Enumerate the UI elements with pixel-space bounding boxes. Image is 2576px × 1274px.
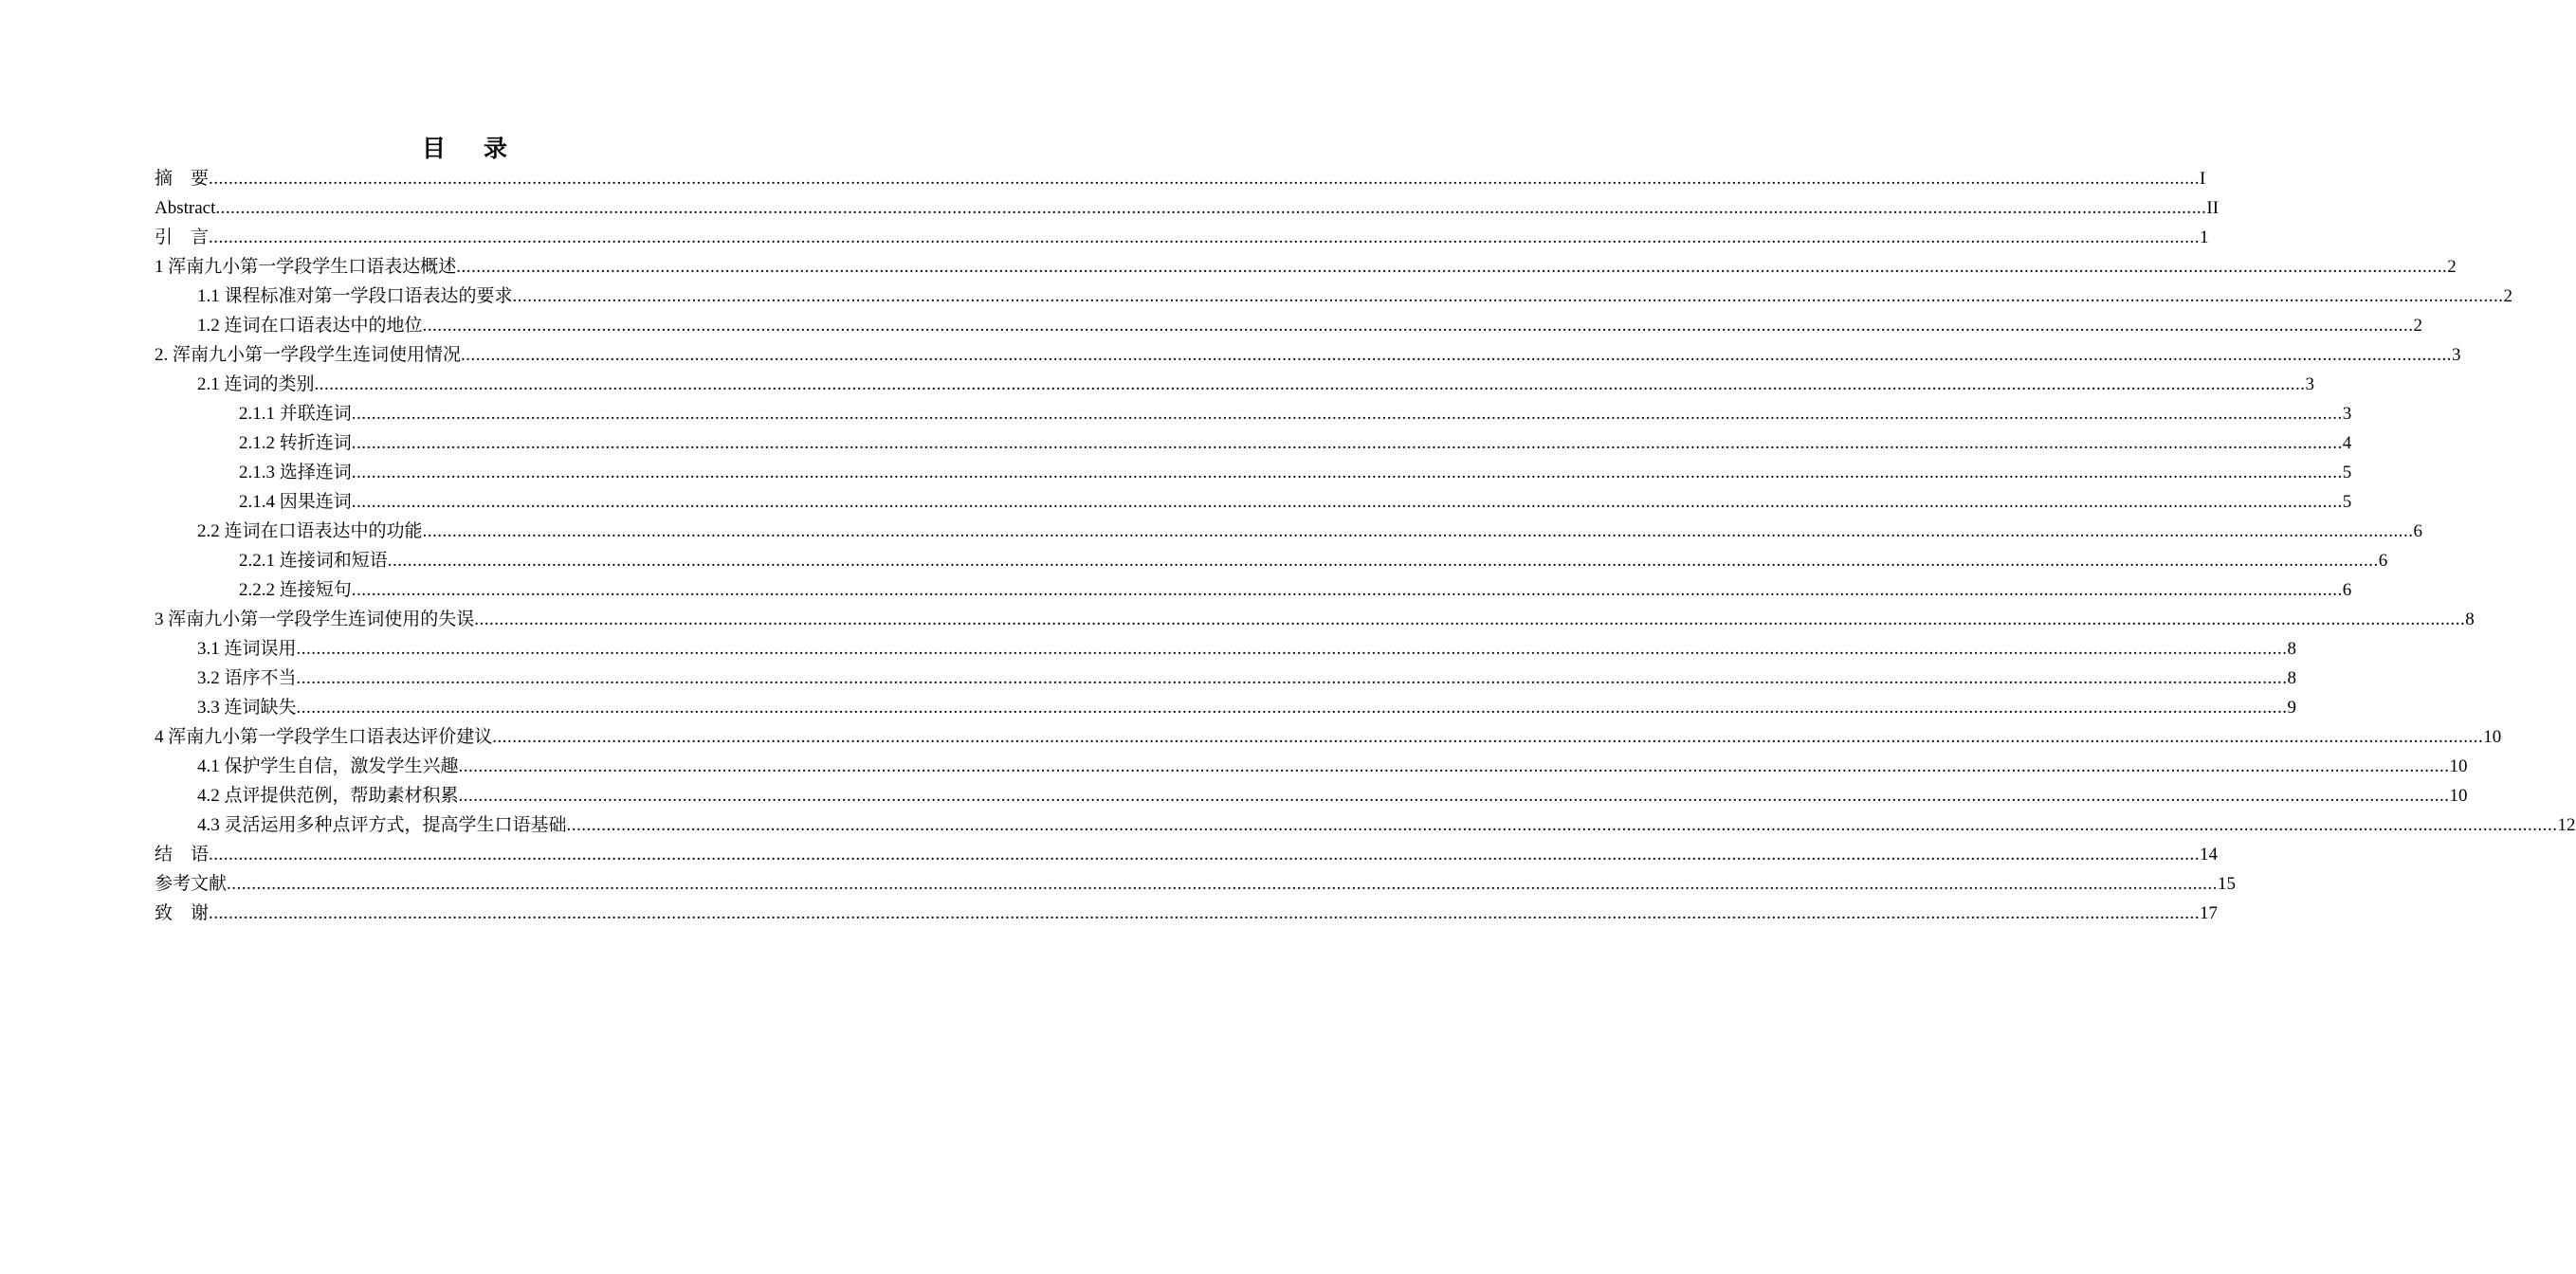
toc-leader-dots: ................................................................................................................................................................................................................................................................................................................................................................................................................: [296, 698, 2288, 718]
toc-entry-label: 引言: [155, 228, 210, 247]
toc-entry-label: 3.1 连词误用: [197, 639, 297, 659]
toc-entry-page: 10: [2483, 727, 2502, 747]
toc-entry-page: 5: [2342, 463, 2352, 482]
toc-entry-page: 15: [2218, 874, 2237, 894]
toc-leader-dots: ................................................................................................................................................................................................................................................................................................................................................................................................................: [474, 610, 2466, 629]
toc-leader-dots: ................................................................................................................................................................................................................................................................................................................................................................................................................: [512, 286, 2504, 306]
toc-entry-label: 1 浑南九小第一学段学生口语表达概述: [155, 257, 457, 277]
toc-leader-dots: ................................................................................................................................................................................................................................................................................................................................................................................................................: [209, 845, 2201, 864]
toc-entry[interactable]: [155, 693, 2297, 722]
toc-entry[interactable]: [155, 546, 2388, 575]
toc-entry-page: 9: [2287, 698, 2297, 718]
toc-entry-page: 8: [2287, 639, 2297, 659]
toc-entry-label: 2.2.1 连接词和短语: [239, 551, 388, 571]
toc-entry-page: 2: [2413, 316, 2423, 336]
toc-entry-label: 4 浑南九小第一学段学生口语表达评价建议: [155, 727, 493, 747]
toc-entry-label: 1.2 连词在口语表达中的地位: [197, 316, 423, 336]
toc-entry-page: 5: [2342, 492, 2352, 512]
toc-leader-dots: ................................................................................................................................................................................................................................................................................................................................................................................................................: [351, 492, 2343, 512]
toc-leader-dots: ................................................................................................................................................................................................................................................................................................................................................................................................................: [351, 463, 2343, 482]
toc-entry-label: 4.3 灵活运用多种点评方式，提高学生口语基础: [197, 815, 567, 835]
toc-entry[interactable]: [155, 458, 2352, 487]
toc-leader-dots: ................................................................................................................................................................................................................................................................................................................................................................................................................: [458, 756, 2450, 776]
toc-leader-dots: ................................................................................................................................................................................................................................................................................................................................................................................................................: [209, 228, 2201, 247]
toc-leader-dots: ................................................................................................................................................................................................................................................................................................................................................................................................................: [458, 786, 2450, 806]
toc-entry[interactable]: [155, 517, 2423, 546]
toc-entry-label: 3.2 语序不当: [197, 668, 297, 688]
toc-entry-page: II: [2206, 198, 2220, 218]
toc-entry-page: 1: [2200, 228, 2209, 247]
toc-entry-page: 6: [2378, 551, 2388, 571]
toc-entry-page: 12: [2557, 815, 2576, 835]
toc-leader-dots: ................................................................................................................................................................................................................................................................................................................................................................................................................: [566, 815, 2558, 835]
toc-leader-dots: ................................................................................................................................................................................................................................................................................................................................................................................................................: [209, 169, 2201, 189]
toc-entry[interactable]: [155, 370, 2315, 399]
toc-entry-page: 4: [2342, 433, 2352, 453]
toc-entry[interactable]: [155, 810, 2576, 840]
toc-entry-page: 2: [2447, 257, 2457, 277]
toc-entry-label: 参考文献: [155, 874, 228, 894]
toc-entry-page: 10: [2449, 756, 2468, 776]
toc-leader-dots: ................................................................................................................................................................................................................................................................................................................................................................................................................: [351, 433, 2343, 453]
toc-leader-dots: ................................................................................................................................................................................................................................................................................................................................................................................................................: [209, 903, 2201, 923]
toc-entry[interactable]: [155, 899, 2219, 928]
toc-leader-dots: ................................................................................................................................................................................................................................................................................................................................................................................................................: [227, 874, 2219, 894]
toc-entry-label: 结语: [155, 845, 210, 864]
toc-entry-label: 2.1.3 选择连词: [239, 463, 352, 482]
toc-entry-label: 2. 浑南九小第一学段学生连词使用情况: [155, 345, 462, 365]
toc-entry-page: I: [2200, 169, 2206, 189]
toc-entry[interactable]: [155, 575, 2352, 605]
toc-leader-dots: ................................................................................................................................................................................................................................................................................................................................................................................................................: [422, 316, 2414, 336]
toc-entry[interactable]: [155, 605, 2475, 634]
toc-entry-label: 4.2 点评提供范例，帮助素材积累: [197, 786, 459, 806]
toc-entry-page: 10: [2449, 786, 2468, 806]
toc-entry-page: 2: [2503, 286, 2513, 306]
toc-entry-label: 2.2 连词在口语表达中的功能: [197, 521, 423, 541]
toc-entry[interactable]: [155, 869, 2237, 899]
toc-entry-label: 2.1.2 转折连词: [239, 433, 352, 453]
toc-entry[interactable]: [155, 722, 2502, 752]
toc-entry[interactable]: [155, 752, 2468, 781]
toc-entry[interactable]: [155, 340, 2461, 370]
toc-entry[interactable]: [155, 634, 2297, 664]
toc-leader-dots: ................................................................................................................................................................................................................................................................................................................................................................................................................: [296, 639, 2288, 659]
toc-entry[interactable]: [155, 223, 2209, 252]
toc-entry-label: 4.1 保护学生自信，激发学生兴趣: [197, 756, 459, 776]
toc-entry-page: 17: [2200, 903, 2219, 923]
toc-entry-page: 6: [2413, 521, 2423, 541]
toc-entry-page: 8: [2287, 668, 2297, 688]
toc-leader-dots: ................................................................................................................................................................................................................................................................................................................................................................................................................: [351, 404, 2343, 424]
toc-entry[interactable]: [155, 252, 2457, 282]
toc-entry-label: 2.1.4 因果连词: [239, 492, 352, 512]
toc-entry-label: 2.1.1 并联连词: [239, 404, 352, 424]
toc-leader-dots: ................................................................................................................................................................................................................................................................................................................................................................................................................: [387, 551, 2379, 571]
toc-leader-dots: ................................................................................................................................................................................................................................................................................................................................................................................................................: [422, 521, 2414, 541]
toc-entry[interactable]: [155, 487, 2352, 517]
toc-entry-page: 3: [2452, 345, 2461, 365]
toc-entry-label: 2.1 连词的类别: [197, 374, 315, 394]
toc-entry[interactable]: [155, 428, 2352, 458]
toc-title: 目录: [421, 136, 545, 162]
toc-leader-dots: ................................................................................................................................................................................................................................................................................................................................................................................................................: [461, 345, 2453, 365]
toc-entry-page: 3: [2342, 404, 2352, 424]
toc-entry-page: 14: [2200, 845, 2219, 864]
toc-entry[interactable]: [155, 399, 2352, 428]
toc-entry-label: 摘要: [155, 169, 210, 189]
toc-leader-dots: ................................................................................................................................................................................................................................................................................................................................................................................................................: [351, 580, 2343, 600]
toc-leader-dots: ................................................................................................................................................................................................................................................................................................................................................................................................................: [296, 668, 2288, 688]
toc-leader-dots: ................................................................................................................................................................................................................................................................................................................................................................................................................: [215, 198, 2207, 218]
toc-entry-page: 6: [2342, 580, 2352, 600]
toc-leader-dots: ................................................................................................................................................................................................................................................................................................................................................................................................................: [492, 727, 2484, 747]
toc-entry[interactable]: [155, 282, 2513, 311]
toc-leader-dots: ................................................................................................................................................................................................................................................................................................................................................................................................................: [314, 374, 2306, 394]
toc-entry[interactable]: [155, 664, 2297, 693]
toc-entry-page: 8: [2465, 610, 2475, 629]
toc-entry[interactable]: [155, 781, 2468, 810]
toc-entry-label: 2.2.2 连接短句: [239, 580, 352, 600]
toc-entry-label: 1.1 课程标准对第一学段口语表达的要求: [197, 286, 513, 306]
toc-entry[interactable]: [155, 164, 2206, 193]
toc-entry-label: 3 浑南九小第一学段学生连词使用的失误: [155, 610, 475, 629]
toc-entry[interactable]: [155, 840, 2219, 869]
toc-entry[interactable]: [155, 193, 2220, 223]
toc-leader-dots: ................................................................................................................................................................................................................................................................................................................................................................................................................: [456, 257, 2448, 277]
toc-entry-label: 3.3 连词缺失: [197, 698, 297, 718]
toc-entry[interactable]: [155, 311, 2423, 340]
toc-list: [155, 164, 2576, 928]
toc-entry-label: Abstract: [155, 198, 216, 218]
toc-entry-label: 致谢: [155, 903, 210, 923]
toc-entry-page: 3: [2305, 374, 2315, 394]
